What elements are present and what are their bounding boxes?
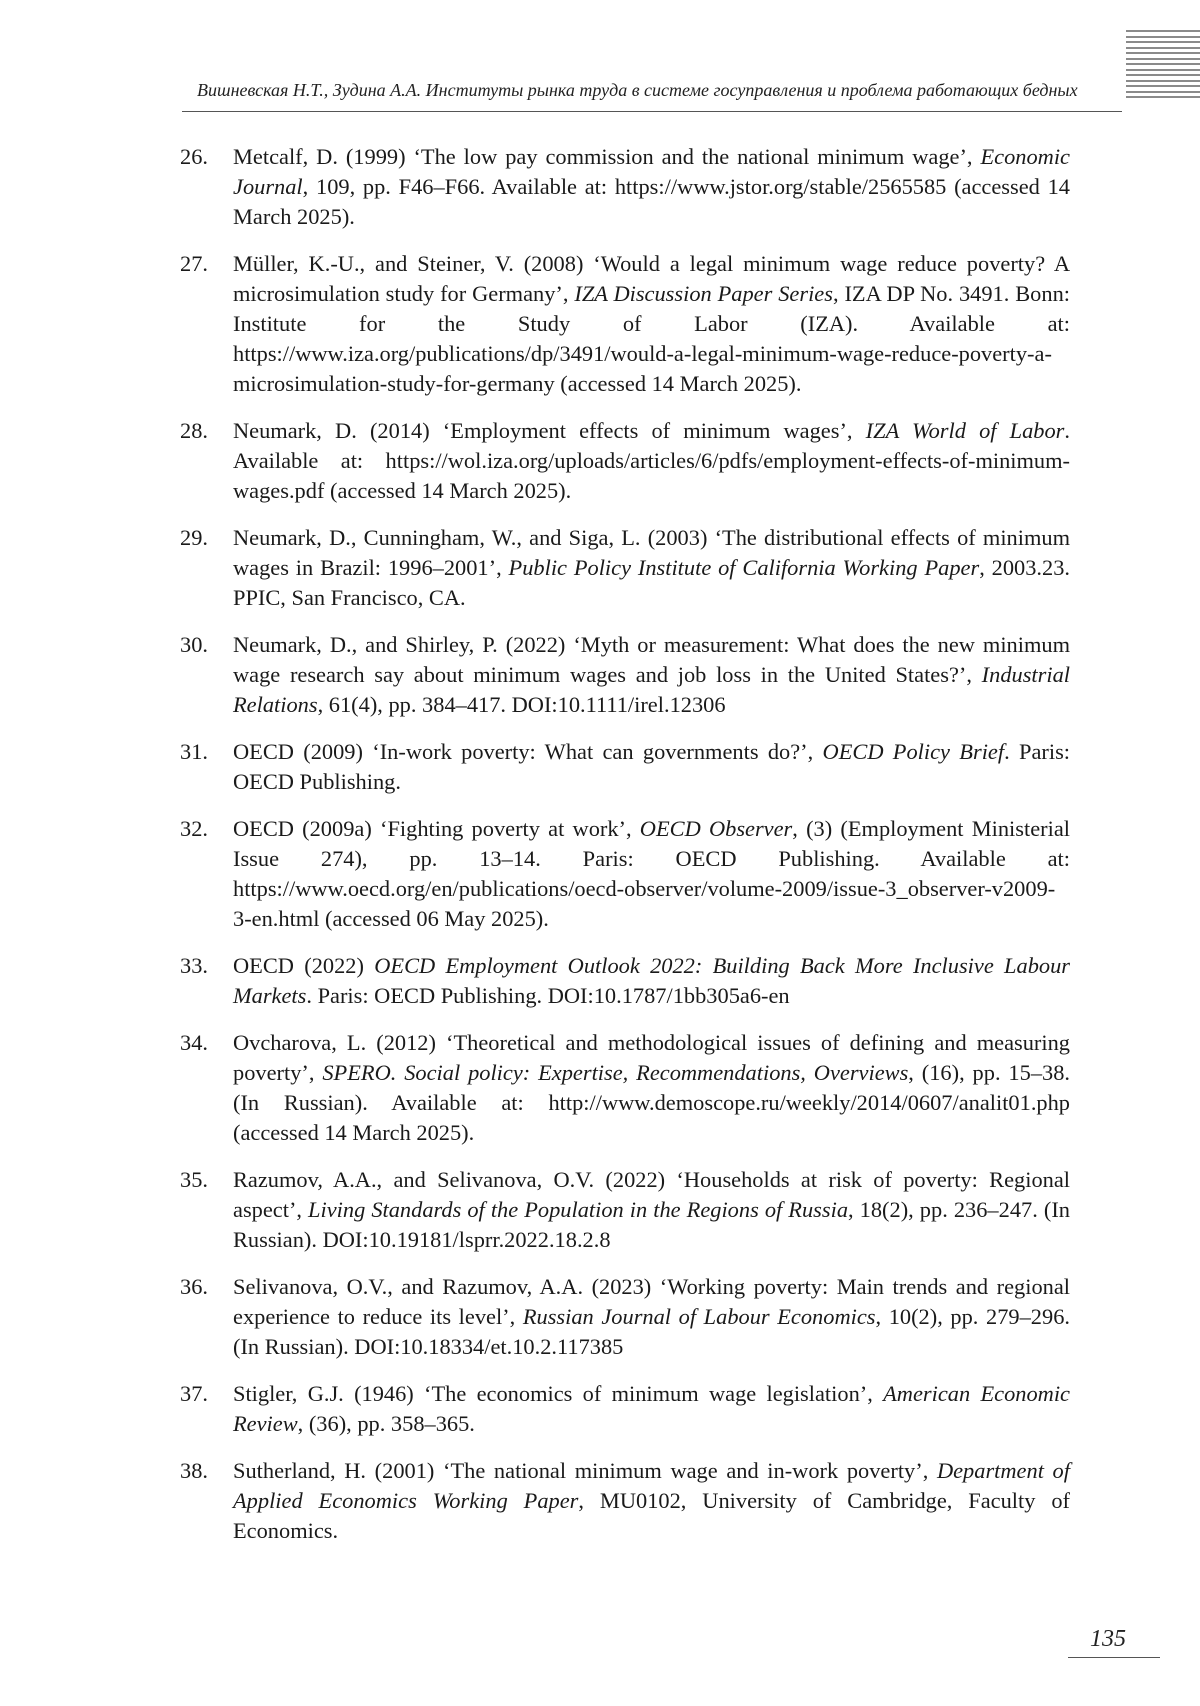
reference-text-segment: Neumark, D. (2014) ‘Employment effects of minimum wages’, (233, 418, 866, 443)
reference-source-title: OECD Observer (639, 816, 793, 841)
reference-text-segment: Sutherland, H. (2001) ‘The national minimum wage and in-work poverty’, (233, 1458, 937, 1483)
reference-source-title: IZA Discussion Paper Series (574, 281, 833, 306)
reference-number: 28. (180, 418, 208, 443)
reference-item (180, 737, 1070, 797)
running-header: Вишневская Н.Т., Зудина А.А. Институты рынка труда в системе госуправления и проблема работающих бедных (197, 80, 1078, 100)
reference-text-segment: Razumov, A.A., and Selivanova, O.V. (2022) ‘Households at risk of poverty: Regional aspect’, (233, 1167, 1070, 1222)
reference-list (180, 142, 1070, 1563)
reference-text-segment: OECD (2022) (233, 953, 375, 978)
reference-source-title: SPERO. Social policy: Expertise, Recommendations, Overviews (322, 1060, 909, 1085)
reference-text (233, 523, 1070, 613)
reference-number: 26. (180, 144, 208, 169)
reference-item (180, 1165, 1070, 1255)
reference-text-segment: , 61(4), pp. 384–417. DOI:10.1111/irel.12306 (317, 692, 726, 717)
reference-item (180, 416, 1070, 506)
reference-item (180, 1028, 1070, 1148)
header-stripes-decoration (1126, 30, 1200, 108)
reference-source-title: OECD Policy Brief (822, 739, 1005, 764)
reference-number: 37. (180, 1381, 208, 1406)
page-number-rule (1068, 1657, 1160, 1658)
reference-item (180, 249, 1070, 399)
reference-number: 38. (180, 1458, 208, 1483)
reference-text-segment: Neumark, D., Cunningham, W., and Siga, L. (2003) ‘The distributional effects of minimum wages in Brazil: 1996–2001’, (233, 525, 1070, 580)
reference-text (233, 1272, 1070, 1362)
reference-item (180, 1456, 1070, 1546)
reference-text-segment: , 109, pp. F46–F66. Available at: https://www.jstor.org/stable/2565585 (accessed 14 March 2025). (233, 174, 1070, 229)
reference-number: 35. (180, 1167, 208, 1192)
reference-text-segment: . Available at: https://wol.iza.org/uploads/articles/6/pdfs/employment-effects-of-minimum-wages.pdf (accessed 14 March 2025). (233, 418, 1070, 503)
reference-text-segment: , (16), pp. 15–38. (In Russian). Available at: http://www.demoscope.ru/weekly/2014/0607/analit01.php (accessed 14 March 2025). (233, 1060, 1070, 1145)
reference-source-title: IZA World of Labor (865, 418, 1065, 443)
reference-text-segment: , 18(2), pp. 236–247. (In Russian). DOI:10.19181/lsprr.2022.18.2.8 (233, 1197, 1070, 1252)
reference-text-segment: OECD (2009a) ‘Fighting poverty at work’, (233, 816, 640, 841)
reference-number: 27. (180, 251, 208, 276)
reference-text (233, 814, 1070, 934)
reference-number: 29. (180, 525, 208, 550)
reference-number: 31. (180, 739, 208, 764)
reference-text-segment: OECD (2009) ‘In-work poverty: What can governments do?’, (233, 739, 823, 764)
reference-source-title: American Economic Review (233, 1381, 1070, 1436)
reference-text (233, 951, 1070, 1011)
reference-item (180, 142, 1070, 232)
reference-text-segment: Müller, K.-U., and Steiner, V. (2008) ‘Would a legal minimum wage reduce poverty? A microsimulation study for Germany’, (233, 251, 1070, 306)
reference-text-segment: Neumark, D., and Shirley, P. (2022) ‘Myth or measurement: What does the new minimum wage research say about minimum wages and job loss in the United States?’, (233, 632, 1070, 687)
reference-item (180, 523, 1070, 613)
reference-text (233, 630, 1070, 720)
reference-source-title: Industrial Relations (233, 662, 1070, 717)
reference-item (180, 1272, 1070, 1362)
reference-text (233, 737, 1070, 797)
reference-number: 33. (180, 953, 208, 978)
reference-number: 36. (180, 1274, 208, 1299)
reference-text (233, 1379, 1070, 1439)
reference-text (233, 1165, 1070, 1255)
reference-text-segment: Metcalf, D. (1999) ‘The low pay commission and the national minimum wage’, (233, 144, 981, 169)
reference-item (180, 814, 1070, 934)
reference-source-title: Economic Journal (233, 144, 1070, 199)
reference-text-segment: , MU0102, University of Cambridge, Faculty of Economics. (233, 1488, 1071, 1543)
header-rule (182, 111, 1122, 112)
reference-text-segment: , (36), pp. 358–365. (297, 1411, 475, 1436)
reference-text-segment: . Paris: OECD Publishing. (233, 739, 1071, 794)
reference-source-title: Public Policy Institute of California Working Paper (508, 555, 980, 580)
reference-text (233, 142, 1070, 232)
reference-text (233, 416, 1070, 506)
reference-item (180, 1379, 1070, 1439)
reference-source-title: Living Standards of the Population in the Regions of Russia (308, 1197, 849, 1222)
reference-text-segment: , 2003.23. PPIC, San Francisco, CA. (233, 555, 1071, 610)
reference-text-segment: . Paris: OECD Publishing. DOI:10.1787/1bb305a6-en (306, 983, 790, 1008)
reference-text-segment: Ovcharova, L. (2012) ‘Theoretical and methodological issues of defining and measuring poverty’, (233, 1030, 1070, 1085)
reference-text-segment: Stigler, G.J. (1946) ‘The economics of minimum wage legislation’, (233, 1381, 884, 1406)
reference-number: 30. (180, 632, 208, 657)
page-number: 135 (1090, 1626, 1126, 1652)
reference-number: 34. (180, 1030, 208, 1055)
reference-source-title: Russian Journal of Labour Economics (522, 1304, 876, 1329)
reference-number: 32. (180, 816, 208, 841)
reference-text (233, 249, 1070, 399)
reference-text-segment: Selivanova, O.V., and Razumov, A.A. (2023) ‘Working poverty: Main trends and regional experience to reduce its level’, (233, 1274, 1070, 1329)
reference-source-title: Department of Applied Economics Working Paper (233, 1458, 1070, 1513)
reference-text-segment: , (3) (Employment Ministerial Issue 274), pp. 13–14. Paris: OECD Publishing. Available at: https://www.oecd.org/en/publications/oecd-observer/volume-2009/issue-3_observer-v2009-3-en.html (accessed 06 May 2025). (233, 816, 1070, 931)
reference-item (180, 951, 1070, 1011)
reference-source-title: OECD Employment Outlook 2022: Building Back More Inclusive Labour Markets (233, 953, 1071, 1008)
reference-text (233, 1456, 1070, 1546)
reference-item (180, 630, 1070, 720)
reference-text-segment: , 10(2), pp. 279–296. (In Russian). DOI:10.18334/et.10.2.117385 (233, 1304, 1070, 1359)
reference-text (233, 1028, 1070, 1148)
reference-text-segment: , IZA DP No. 3491. Bonn: Institute for the Study of Labor (IZA). Available at: https://www.iza.org/publications/dp/3491/would-a-legal-minimum-wage-reduce-poverty-a-microsimulation-study-for-germany (accessed 14 March 2025). (233, 281, 1070, 396)
